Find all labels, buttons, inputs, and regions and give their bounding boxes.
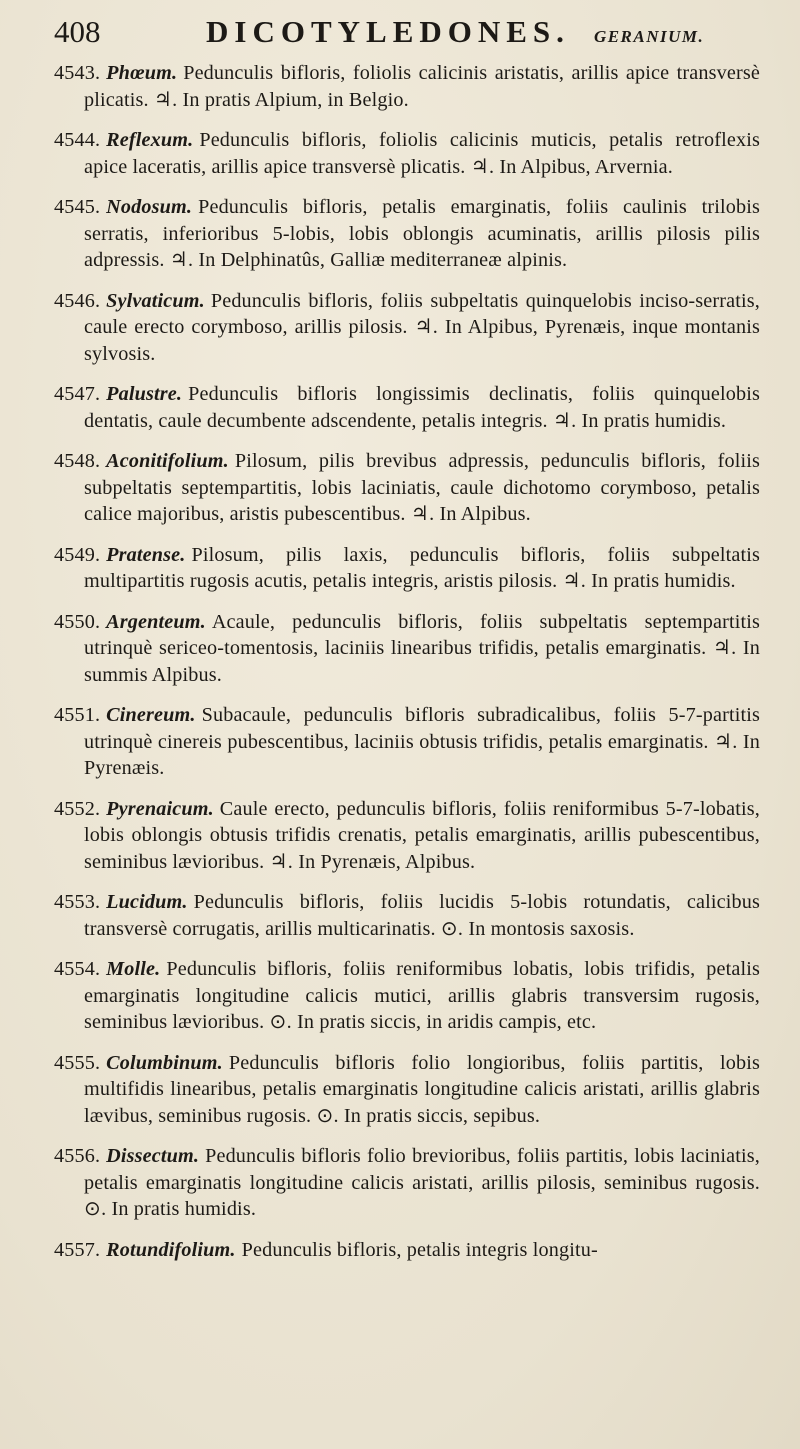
entry-number: 4544. [54,129,101,151]
species-name: Dissectum. [106,1145,200,1167]
species-description: Pedunculis bifloris, foliolis calicinis aristatis, arillis apice transversè plicatis. ♃. In pratis Alpium, in Belgio. [84,62,760,111]
species-name: Pratense. [106,543,186,566]
entry-number: 4553. [54,891,101,913]
running-genus: GERANIUM. [593,27,705,46]
species-description: Caule erecto, pedunculis bifloris, foliis reniformibus 5-7-lobatis, lobis oblongis obtusis trifidis crenatis, petalis emarginatis, arillis pubescentibus, seminibus lævioribus. ♃. In Pyrenæis, Alpibus. [84,797,760,873]
entry-number: 4543. [54,62,101,84]
species-entry [54,127,760,180]
species-name: Pyrenaicum. [106,797,214,820]
species-entry [54,609,760,689]
entry-number: 4549. [54,543,101,566]
species-name: Argenteum. [106,610,206,633]
species-entry [54,381,760,434]
species-description: Pilosum, pilis brevibus adpressis, pedunculis bifloris, foliis subpeltatis septempartitis, lobis laciniatis, caule dichotomo corymboso, petalis calice majoribus, aristis pubescentibus. ♃. In Alpibus. [84,450,760,525]
species-description: Pedunculis bifloris, foliis lucidis 5-lobis rotundatis, calicibus transversè corrugatis, arillis multicarinatis. ⊙. In montosis saxosis. [84,891,760,940]
species-name: Molle. [106,958,161,980]
running-title: DICOTYLEDONES. [206,14,570,49]
species-description: Subacaule, pedunculis bifloris subradicalibus, foliis 5-7-partitis utrinquè cinereis pubescentibus, laciniis obtusis trifidis, petalis emarginatis. ♃. In Pyrenæis. [84,704,760,779]
species-entry [54,1050,760,1130]
species-description: Pedunculis bifloris folio brevioribus, foliis partitis, lobis laciniatis, petalis emarginatis longitudine calicis aristati, arillis pilosis, seminibus rugosis. ⊙. In pratis humidis. [84,1145,760,1220]
species-entry [54,194,760,274]
species-name: Cinereum. [106,704,196,726]
species-entry [54,1143,760,1223]
entry-number: 4545. [54,196,101,218]
page-header [54,14,760,58]
species-name: Phœum. [106,62,178,84]
species-name: Reflexum. [106,129,194,151]
species-entry [54,889,760,942]
species-name: Palustre. [106,383,183,405]
species-entry [54,60,760,113]
species-description: Pedunculis bifloris longissimis declinatis, foliis quinquelobis dentatis, caule decumbente adscendente, petalis integris. ♃. In pratis humidis. [84,383,760,432]
species-name: Columbinum. [106,1051,223,1074]
species-entry [54,1237,760,1264]
species-description: Pedunculis bifloris, foliolis calicinis muticis, petalis retroflexis apice laceratis, arillis apice transversè plicatis. ♃. In Alpibus, Arvernia. [84,129,760,178]
species-entry [54,448,760,528]
species-list [54,60,760,1263]
species-name: Sylvaticum. [106,289,205,312]
species-entry [54,956,760,1036]
entry-number: 4548. [54,450,101,472]
species-entry [54,288,760,368]
species-description: Pedunculis bifloris, foliis subpeltatis quinquelobis inciso-serratis, caule erecto corymboso, arillis pilosis. ♃. In Alpibus, Pyrenæis, inque montanis sylvosis. [84,289,760,365]
entry-number: 4547. [54,383,101,405]
entry-number: 4546. [54,289,101,312]
entry-number: 4555. [54,1051,101,1074]
species-name: Aconitifolium. [106,450,229,472]
species-description: Pedunculis bifloris, petalis emarginatis, foliis caulinis trilobis serratis, inferioribus 5-lobis, lobis oblongis acuminatis, arillis pilosis pilis adpressis. ♃. In Delphinatûs, Galliæ mediterraneæ alpinis. [84,196,760,271]
species-name: Rotundifolium. [106,1238,236,1261]
species-entry [54,542,760,595]
entry-number: 4554. [54,958,101,980]
species-name: Nodosum. [106,196,193,218]
species-description: Pedunculis bifloris, petalis integris longitu- [241,1238,598,1261]
page-number: 408 [54,14,101,49]
species-description: Pedunculis bifloris, foliis reniformibus lobatis, lobis trifidis, petalis emarginatis longitudine calicis mutici, arillis glabris transversim rugosis, seminibus lævioribus. ⊙. In pratis siccis, in aridis campis, etc. [84,958,760,1033]
species-description: Pedunculis bifloris folio longioribus, foliis partitis, lobis multifidis linearibus, petalis emarginatis longitudine calicis aristati, arillis glabris lævibus, seminibus rugosis. ⊙. In pratis siccis, sepibus. [84,1051,760,1127]
entry-number: 4557. [54,1238,101,1261]
species-entry [54,702,760,782]
species-name: Lucidum. [106,891,188,913]
entry-number: 4552. [54,797,101,820]
entry-number: 4556. [54,1145,101,1167]
entry-number: 4551. [54,704,101,726]
species-description: Acaule, pedunculis bifloris, foliis subpeltatis septempartitis utrinquè sericeo-tomentosis, laciniis linearibus trifidis, petalis emarginatis. ♃. In summis Alpibus. [84,610,760,686]
entry-number: 4550. [54,610,101,633]
species-entry [54,796,760,876]
species-description: Pilosum, pilis laxis, pedunculis bifloris, foliis subpeltatis multipartitis rugosis acutis, petalis integris, aristis pilosis. ♃. In pratis humidis. [84,543,760,592]
